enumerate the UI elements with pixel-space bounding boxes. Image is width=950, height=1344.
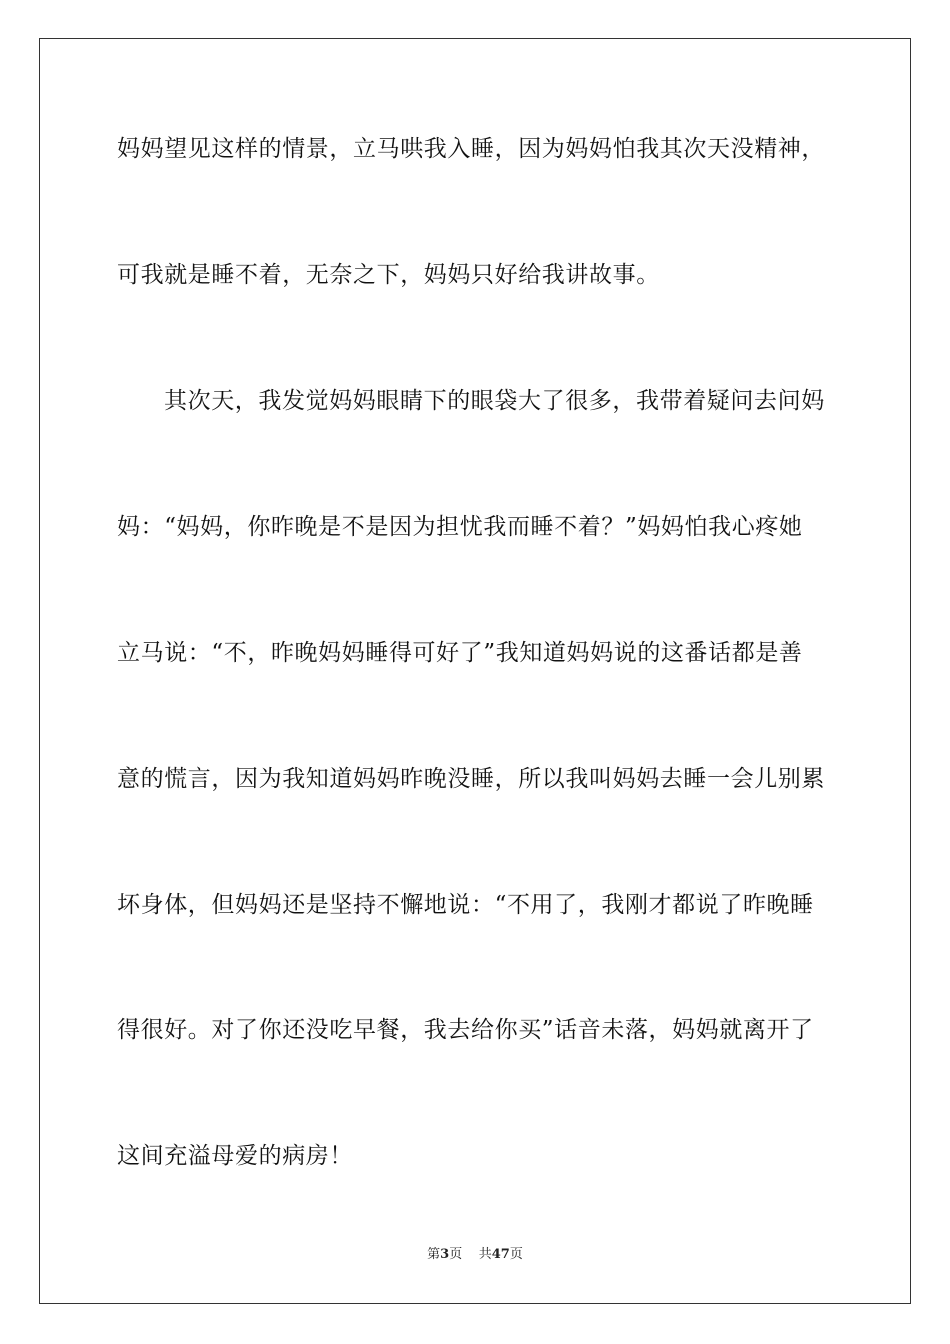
page-number-prefix: 第: [427, 1247, 441, 1262]
page-number-suffix: 页: [449, 1247, 463, 1262]
page-number: 3: [440, 1247, 450, 1262]
body-text-line-1: 妈妈望见这样的情景，立马哄我入睡，因为妈妈怕我其次天没精神，: [117, 136, 825, 162]
body-text-line-7: 坏身体，但妈妈还是坚持不懈地说：“不用了，我刚才都说了昨晚睡: [117, 892, 814, 918]
body-text-line-4: 妈：“妈妈，你昨晚是不是因为担忧我而睡不着？”妈妈怕我心疼她: [117, 514, 803, 540]
total-pages: 47: [491, 1247, 510, 1262]
body-text-line-9: 这间充溢母爱的病房！: [117, 1143, 353, 1169]
body-text-line-6: 意的慌言，因为我知道妈妈昨晚没睡，所以我叫妈妈去睡一会儿别累: [117, 766, 825, 792]
page-border: [39, 38, 911, 1304]
total-pages-prefix: 共: [478, 1247, 492, 1262]
body-text-line-2: 可我就是睡不着，无奈之下，妈妈只好给我讲故事。: [117, 262, 660, 288]
body-text-line-8: 得很好。对了你还没吃早餐，我去给你买”话音未落，妈妈就离开了: [117, 1017, 814, 1043]
body-text-line-5: 立马说：“不，昨晚妈妈睡得可好了”我知道妈妈说的这番话都是善: [117, 640, 803, 666]
page-footer: [0, 1247, 950, 1263]
total-pages-suffix: 页: [509, 1247, 523, 1262]
body-text-line-3: 其次天，我发觉妈妈眼睛下的眼袋大了很多，我带着疑问去问妈: [164, 388, 825, 414]
